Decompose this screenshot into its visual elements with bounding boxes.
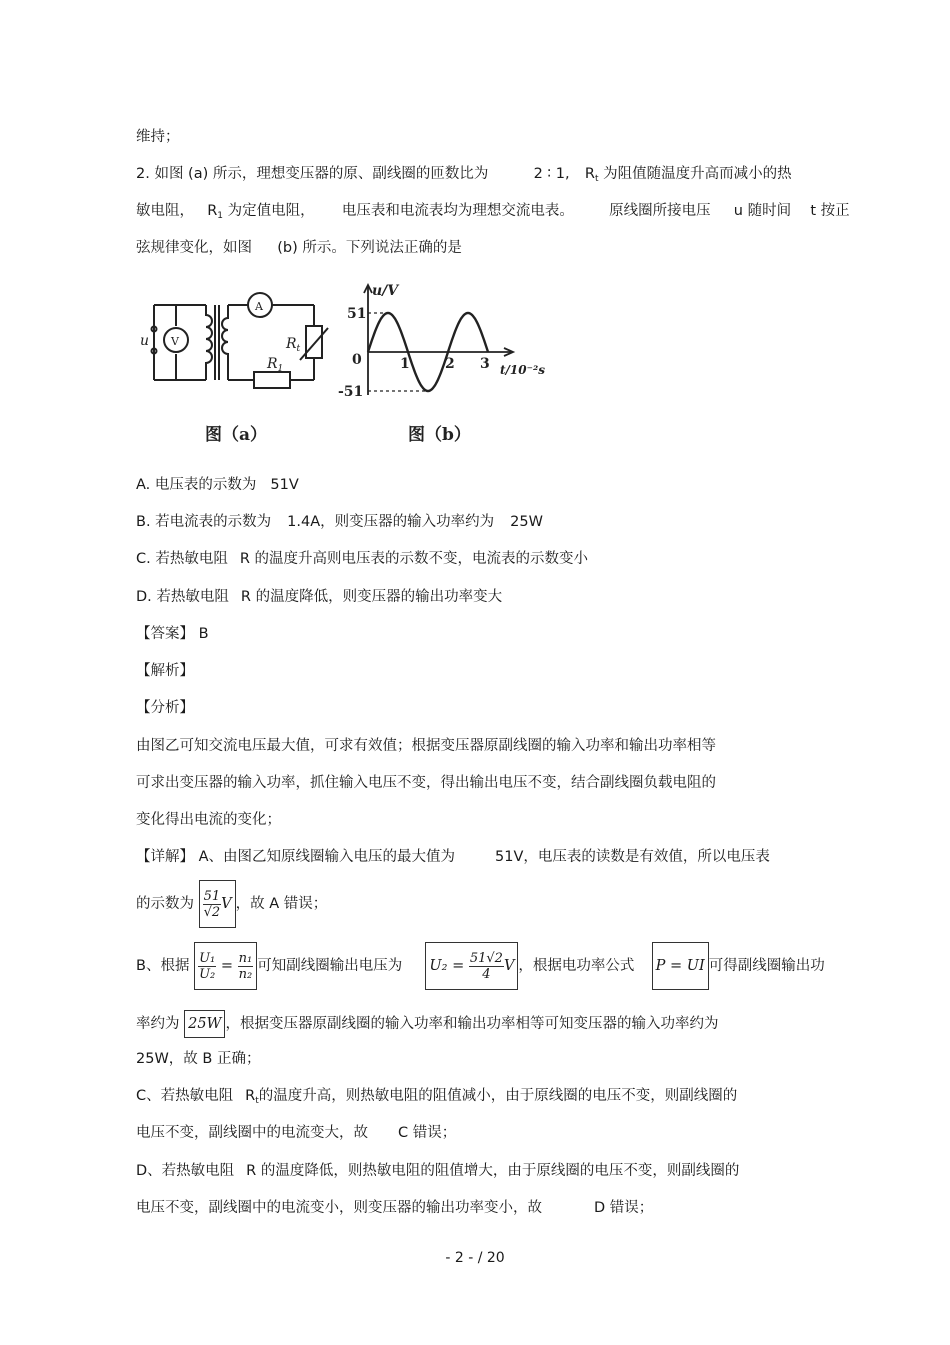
text: 电压表和电流表均为理想交流电表。 bbox=[341, 203, 574, 219]
y-tick-min: -51 bbox=[338, 384, 364, 400]
y-axis-label: u/V bbox=[372, 283, 399, 299]
power-formula: P = UI bbox=[652, 942, 709, 990]
text: D 错误； bbox=[594, 1200, 654, 1216]
rt-label: $R_t$ bbox=[286, 336, 301, 354]
question-intro-line-1 bbox=[136, 164, 792, 189]
sine-series-line bbox=[368, 313, 488, 391]
subscript: 1 bbox=[217, 211, 224, 221]
detail-line-2 bbox=[136, 880, 327, 928]
text: C、若热敏电阻 bbox=[136, 1088, 234, 1104]
text: ，根据变压器原副线圈的输入功率和输出功率相等可知变压器的输入功率约为 bbox=[225, 1016, 719, 1032]
text: 敏电阻， bbox=[136, 203, 194, 219]
detail-line-1 bbox=[136, 847, 770, 867]
text: 25W bbox=[510, 514, 543, 530]
page-number: - 2 - / 20 bbox=[445, 1250, 505, 1266]
text: 【详解】 A、由图乙知原线圈输入电压的最大值为 bbox=[136, 849, 456, 865]
text: B. 若电流表的示数为 bbox=[136, 514, 272, 530]
text: 的示数为 bbox=[136, 896, 194, 912]
text: 【解析】 bbox=[136, 663, 194, 679]
text: R bbox=[245, 1088, 256, 1104]
a-label: A bbox=[255, 300, 263, 313]
analysis-heading bbox=[136, 661, 194, 681]
ammeter-icon bbox=[248, 293, 272, 317]
text: B、根据 bbox=[136, 958, 190, 974]
text: 【分析】 bbox=[136, 700, 194, 716]
caption-b: 图（b） bbox=[408, 425, 471, 445]
question-intro-line-2 bbox=[136, 201, 850, 226]
text: 51V bbox=[270, 477, 299, 493]
text: 可求出变压器的输入功率，抓住输入电压不变，得出输出电压不变，结合副线圈负载电阻的 bbox=[136, 775, 716, 791]
text: 可知副线圈输出电压为 bbox=[257, 958, 403, 974]
v-label: V bbox=[171, 335, 179, 348]
text: 弦规律变化，如图 bbox=[136, 240, 252, 256]
x-tick: 2 bbox=[445, 356, 455, 372]
ratio-formula: $\frac{\text{U₁}}{\text{U₂}}$ = $\frac{\text{n₁}}{\text{n₂}}$ bbox=[194, 942, 257, 990]
voltmeter-icon bbox=[164, 328, 188, 352]
origin-label: 0 bbox=[352, 352, 362, 368]
option-b bbox=[136, 512, 543, 532]
answer-line bbox=[136, 624, 209, 644]
formula-box: $\frac{51}{√2}$ V bbox=[199, 880, 236, 928]
text: R 的温度降低，则热敏电阻的阻值增大，由于原线圈的电压不变，则副线圈的 bbox=[246, 1163, 740, 1179]
voltage-formula: U₂ = $\frac{51√2}{4}$ V bbox=[425, 942, 518, 990]
text: 由图乙可知交流电压最大值，可求有效值；根据变压器原副线圈的输入功率和输出功率相等 bbox=[136, 738, 716, 754]
text-line bbox=[136, 127, 180, 147]
analysis-text bbox=[136, 736, 716, 756]
text: 为定值电阻， bbox=[227, 203, 315, 219]
option-d bbox=[136, 587, 502, 607]
text: 25W，故 B 正确； bbox=[136, 1051, 261, 1067]
u-label: u bbox=[140, 333, 150, 349]
text: 51V，电压表的读数是有效值，所以电压表 bbox=[495, 849, 770, 865]
text: (b) 所示。下列说法正确的是 bbox=[277, 240, 462, 256]
text: 2 ∶ 1, bbox=[533, 166, 570, 182]
text: 电压不变，副线圈中的电流变小，则变压器的输出功率变小，故 bbox=[136, 1200, 542, 1216]
text: C. 若热敏电阻 bbox=[136, 551, 228, 567]
text: 率约为 bbox=[136, 1016, 180, 1032]
text: 变化得出电流的变化； bbox=[136, 812, 281, 828]
option-c bbox=[136, 549, 588, 569]
text: 为阻值随温度升高而减小的热 bbox=[603, 166, 792, 182]
analysis-text bbox=[136, 810, 281, 830]
detail-line-4 bbox=[136, 1010, 718, 1038]
text: 2. 如图 (a) 所示，理想变压器的原、副线圈的匝数比为 bbox=[136, 166, 489, 182]
detail-line-3 bbox=[136, 942, 825, 990]
x-tick: 3 bbox=[480, 356, 490, 372]
subscript: t bbox=[255, 1096, 259, 1106]
text: 原线圈所接电压 bbox=[609, 203, 711, 219]
question-intro-line-3 bbox=[136, 238, 462, 258]
subscript: t bbox=[594, 174, 599, 184]
detail-line-6 bbox=[136, 1086, 737, 1111]
y-tick-max: 51 bbox=[347, 306, 367, 322]
detail-line-9 bbox=[136, 1198, 653, 1218]
text: C 错误； bbox=[398, 1125, 457, 1141]
x-axis-label: t/10⁻²s bbox=[500, 363, 545, 377]
analysis-text bbox=[136, 773, 716, 793]
text: ，故 A 错误； bbox=[235, 896, 328, 912]
text: 维持； bbox=[136, 129, 180, 145]
fenxi-heading bbox=[136, 698, 194, 718]
option-a bbox=[136, 475, 299, 495]
text: R 的温度升高则电压表的示数不变，电流表的示数变小 bbox=[239, 551, 589, 567]
detail-line-8 bbox=[136, 1161, 739, 1181]
text: R 的温度降低，则变压器的输出功率变大 bbox=[240, 589, 503, 605]
power-value-box: 25W bbox=[184, 1010, 225, 1038]
detail-line-5 bbox=[136, 1049, 260, 1069]
text: D、若热敏电阻 bbox=[136, 1163, 235, 1179]
text: D. 若热敏电阻 bbox=[136, 589, 229, 605]
text: R bbox=[584, 166, 595, 182]
caption-a: 图（a） bbox=[205, 425, 268, 445]
text: 【答案】 B bbox=[136, 626, 209, 642]
r1-label: $R_1$ bbox=[267, 356, 284, 374]
text: 1.4A，则变压器的输入功率约为 bbox=[287, 514, 495, 530]
text: A. 电压表的示数为 bbox=[136, 477, 257, 493]
text: R bbox=[207, 203, 218, 219]
text: ，根据电功率公式 bbox=[518, 958, 635, 974]
text: 电压不变，副线圈中的电流变大，故 bbox=[136, 1125, 368, 1141]
detail-line-7 bbox=[136, 1123, 456, 1143]
text: t 按正 bbox=[810, 203, 850, 219]
text: 的温度升高，则热敏电阻的阻值减小，由于原线圈的电压不变，则副线圈的 bbox=[258, 1088, 738, 1104]
text: 可得副线圈输出功 bbox=[708, 958, 825, 974]
x-tick: 1 bbox=[400, 356, 410, 372]
text: u 随时间 bbox=[733, 203, 792, 219]
